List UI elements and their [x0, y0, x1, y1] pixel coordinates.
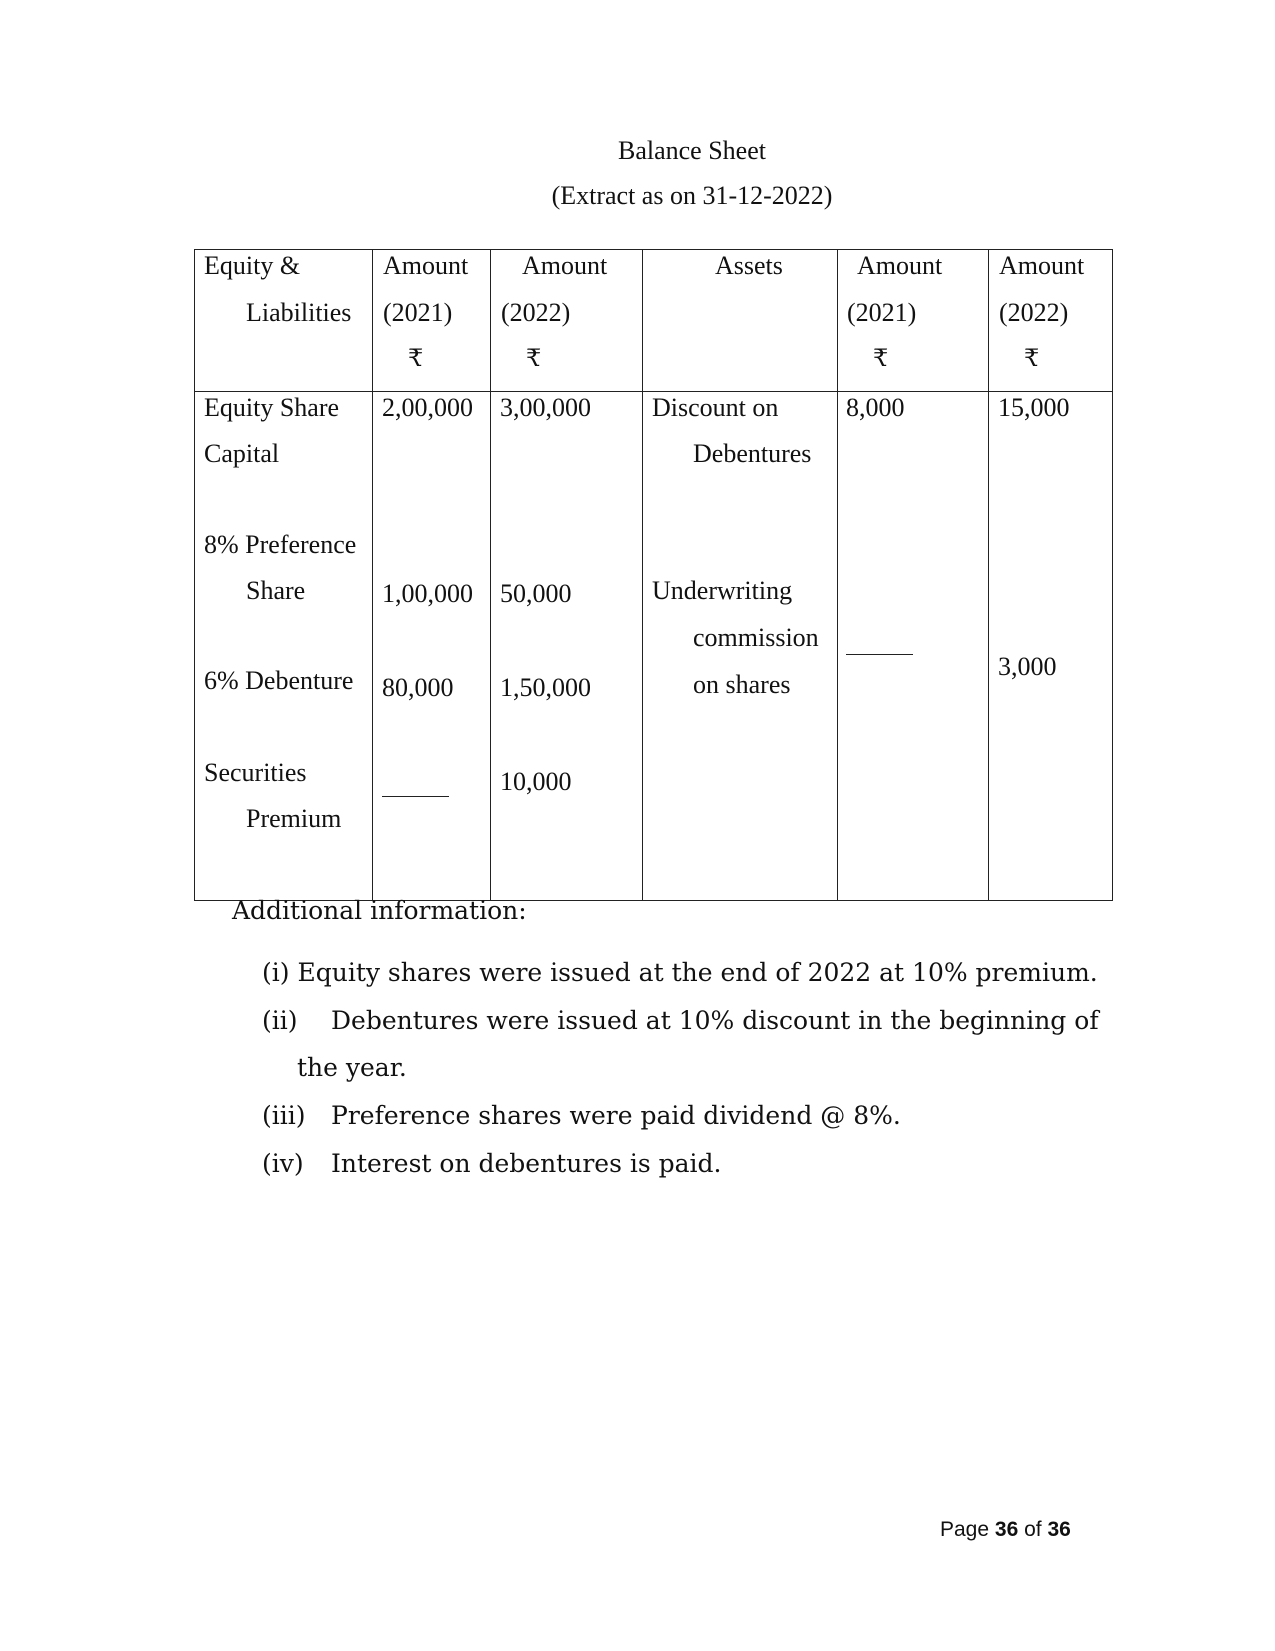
- liability-amount-2021: 80,000: [382, 673, 454, 702]
- table-header-divider: [194, 391, 1113, 392]
- page-number: [940, 1518, 1071, 1542]
- info-item-text: Equity shares were issued at the end of 2022 at 10% premium.: [297, 958, 1098, 987]
- rupee-icon: ₹: [1024, 344, 1040, 372]
- info-item-text: Preference shares were paid dividend @ 8%.: [331, 1101, 901, 1130]
- liability-label: Capital: [204, 439, 280, 468]
- rupee-icon: ₹: [873, 344, 889, 372]
- liability-amount-2022: 3,00,000: [500, 393, 591, 422]
- liability-amount-2022: 50,000: [500, 579, 572, 608]
- asset-label: Debentures: [693, 439, 812, 468]
- info-item-text: Debentures were issued at 10% discount in the beginning of: [331, 1006, 1099, 1035]
- header-assets-amount-2021: Amount: [857, 251, 943, 280]
- liability-label: 8% Preference: [204, 530, 357, 559]
- liability-label: Premium: [246, 804, 342, 833]
- nil-dash: [382, 796, 449, 797]
- header-assets-year-2022: (2022): [999, 298, 1069, 327]
- total-pages: 36: [1047, 1518, 1071, 1541]
- table-col-border: [642, 249, 643, 901]
- liability-label: Securities: [204, 758, 307, 787]
- header-amount-2022: Amount: [522, 251, 608, 280]
- header-assets-year-2021: (2021): [847, 298, 917, 327]
- header-assets-amount-2022: Amount: [999, 251, 1085, 280]
- header-liabilities: Equity &: [204, 251, 301, 280]
- page-title: Balance Sheet: [618, 136, 766, 165]
- header-amount-2021: Amount: [383, 251, 469, 280]
- page-subtitle: (Extract as on 31-12-2022): [551, 181, 833, 210]
- info-item-number: (i): [262, 958, 290, 987]
- info-item-text: the year.: [297, 1053, 407, 1082]
- asset-amount-2022: 15,000: [998, 393, 1070, 422]
- info-item-number: (iii): [262, 1101, 306, 1130]
- liability-amount-2022: 1,50,000: [500, 673, 591, 702]
- rupee-icon: ₹: [408, 344, 424, 372]
- liability-amount-2022: 10,000: [500, 767, 572, 796]
- liability-label: 6% Debenture: [204, 666, 354, 695]
- nil-dash: [846, 654, 913, 655]
- table-col-border: [837, 249, 838, 901]
- asset-label: commission: [693, 623, 819, 652]
- header-assets: Assets: [715, 251, 783, 280]
- additional-info-heading: Additional information:: [232, 896, 527, 925]
- asset-amount-2022: 3,000: [998, 652, 1057, 681]
- table-col-border: [1112, 249, 1113, 901]
- page-word: Page: [940, 1518, 990, 1541]
- header-year-2022: (2022): [501, 298, 571, 327]
- liability-label: Share: [246, 576, 306, 605]
- info-item-number: (ii): [262, 1006, 298, 1035]
- info-item-number: (iv): [262, 1149, 304, 1178]
- liability-amount-2021: 2,00,000: [382, 393, 473, 422]
- table-col-border: [490, 249, 491, 901]
- header-liabilities: Liabilities: [246, 298, 352, 327]
- table-top-border: [194, 249, 1113, 250]
- header-year-2021: (2021): [383, 298, 453, 327]
- rupee-icon: ₹: [526, 344, 542, 372]
- asset-amount-2021: 8,000: [846, 393, 905, 422]
- table-col-border: [194, 249, 195, 901]
- info-item-text: Interest on debentures is paid.: [331, 1149, 722, 1178]
- of-word: of: [1024, 1518, 1042, 1541]
- asset-label: Discount on: [652, 393, 779, 422]
- table-col-border: [372, 249, 373, 901]
- asset-label: Underwriting: [652, 576, 793, 605]
- info-item: [262, 958, 1098, 987]
- liability-amount-2021: 1,00,000: [382, 579, 473, 608]
- table-col-border: [988, 249, 989, 901]
- liability-label: Equity Share: [204, 393, 340, 422]
- current-page: 36: [994, 1518, 1019, 1541]
- asset-label: on shares: [693, 670, 791, 699]
